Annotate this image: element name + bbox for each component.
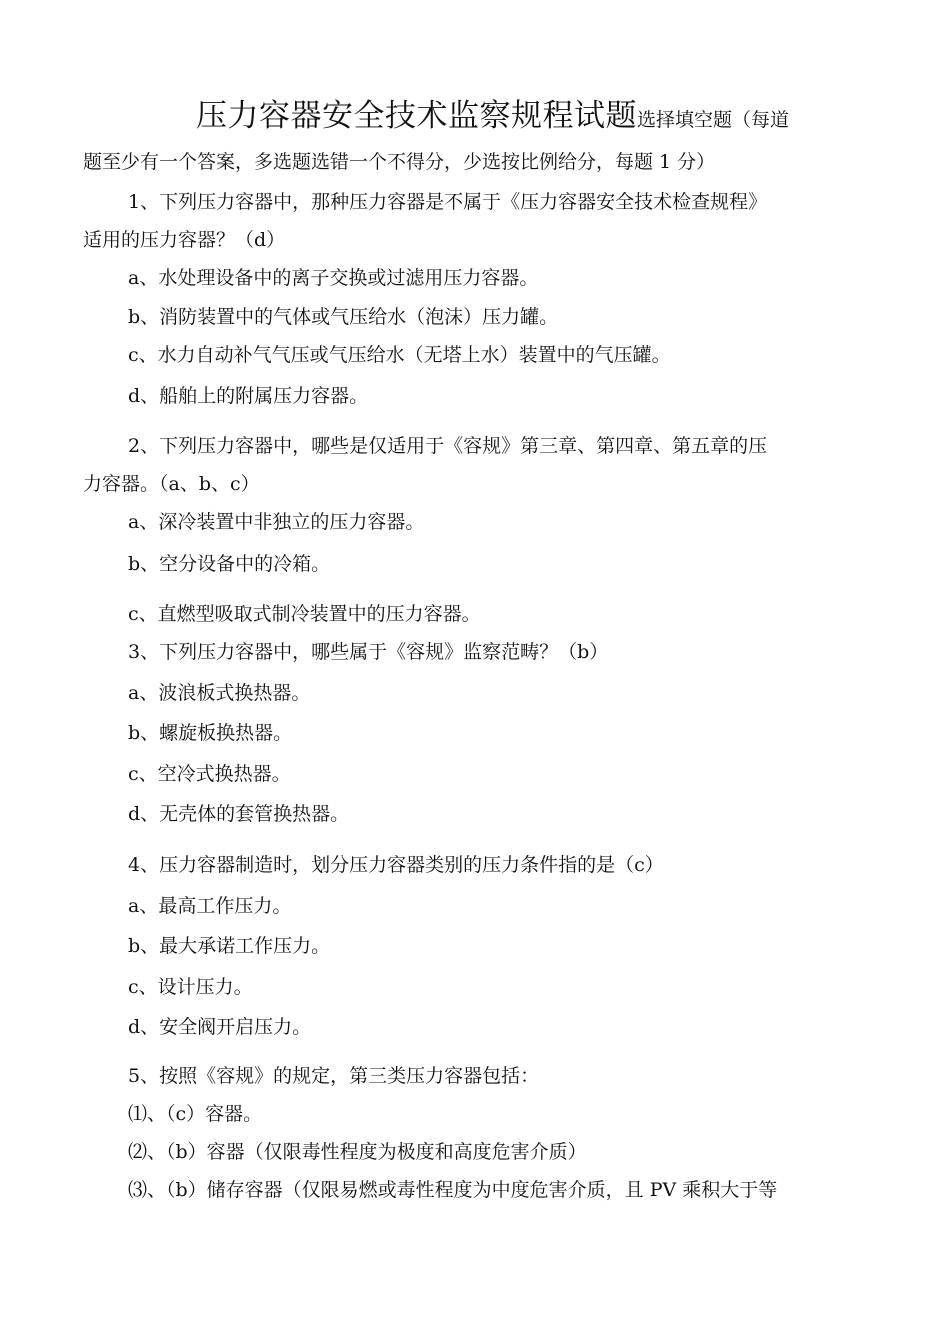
question-3-option-d: d、无壳体的套管换热器。 [128, 803, 350, 825]
question-5-item-2: ⑵、（b）容器（仅限毒性程度为极度和高度危害介质） [128, 1141, 587, 1163]
question-5-item-1: ⑴、（c）容器。 [128, 1103, 263, 1125]
title-suffix: 选择填空题（每道 [637, 109, 790, 131]
question-2-option-c: c、直燃型吸取式制冷装置中的压力容器。 [128, 603, 481, 625]
question-4-option-a: a、最高工作压力。 [128, 895, 292, 917]
document-title [196, 96, 789, 140]
question-1-line-1: 1、下列压力容器中，那种压力容器是不属于《压力容器安全技术检查规程》 [128, 191, 768, 213]
question-3-option-b: b、螺旋板换热器。 [128, 722, 293, 744]
question-4-option-b: b、最大承诺工作压力。 [128, 935, 331, 957]
question-4-option-c: c、设计压力。 [128, 976, 253, 998]
question-1-option-d: d、船舶上的附属压力容器。 [128, 385, 369, 407]
question-3-line-1: 3、下列压力容器中，哪些属于《容规》监察范畴？（b） [128, 641, 609, 663]
question-3-option-c: c、空冷式换热器。 [128, 763, 291, 785]
question-2-option-b: b、空分设备中的冷箱。 [128, 553, 331, 575]
title-main: 压力容器安全技术监察规程试题 [196, 98, 637, 134]
question-1-option-b: b、消防装置中的气体或气压给水（泡沫）压力罐。 [128, 306, 559, 328]
question-3-option-a: a、波浪板式换热器。 [128, 682, 311, 704]
question-2-line-2: 力容器。（a、b、c） [83, 473, 260, 495]
question-1-option-a: a、水处理设备中的离子交换或过滤用压力容器。 [128, 267, 539, 289]
question-5-line-1: 5、按照《容规》的规定，第三类压力容器包括： [128, 1065, 540, 1087]
question-1-line-2: 适用的压力容器？（d） [83, 229, 286, 251]
question-2-option-a: a、深冷装置中非独立的压力容器。 [128, 511, 425, 533]
question-2-line-1: 2、下列压力容器中，哪些是仅适用于《容规》第三章、第四章、第五章的压 [128, 435, 768, 457]
question-4-option-d: d、安全阀开启压力。 [128, 1016, 312, 1038]
question-4-line-1: 4、压力容器制造时，划分压力容器类别的压力条件指的是（c） [128, 854, 664, 876]
title-continuation: 题至少有一个答案，多选题选错一个不得分，少选按比例给分，每题 1 分） [83, 151, 716, 173]
question-1-option-c: c、水力自动补气气压或气压给水（无塔上水）装置中的气压罐。 [128, 344, 671, 366]
question-5-item-3: ⑶、（b）储存容器（仅限易燃或毒性程度为中度危害介质，且 PV 乘积大于等 [128, 1179, 778, 1201]
